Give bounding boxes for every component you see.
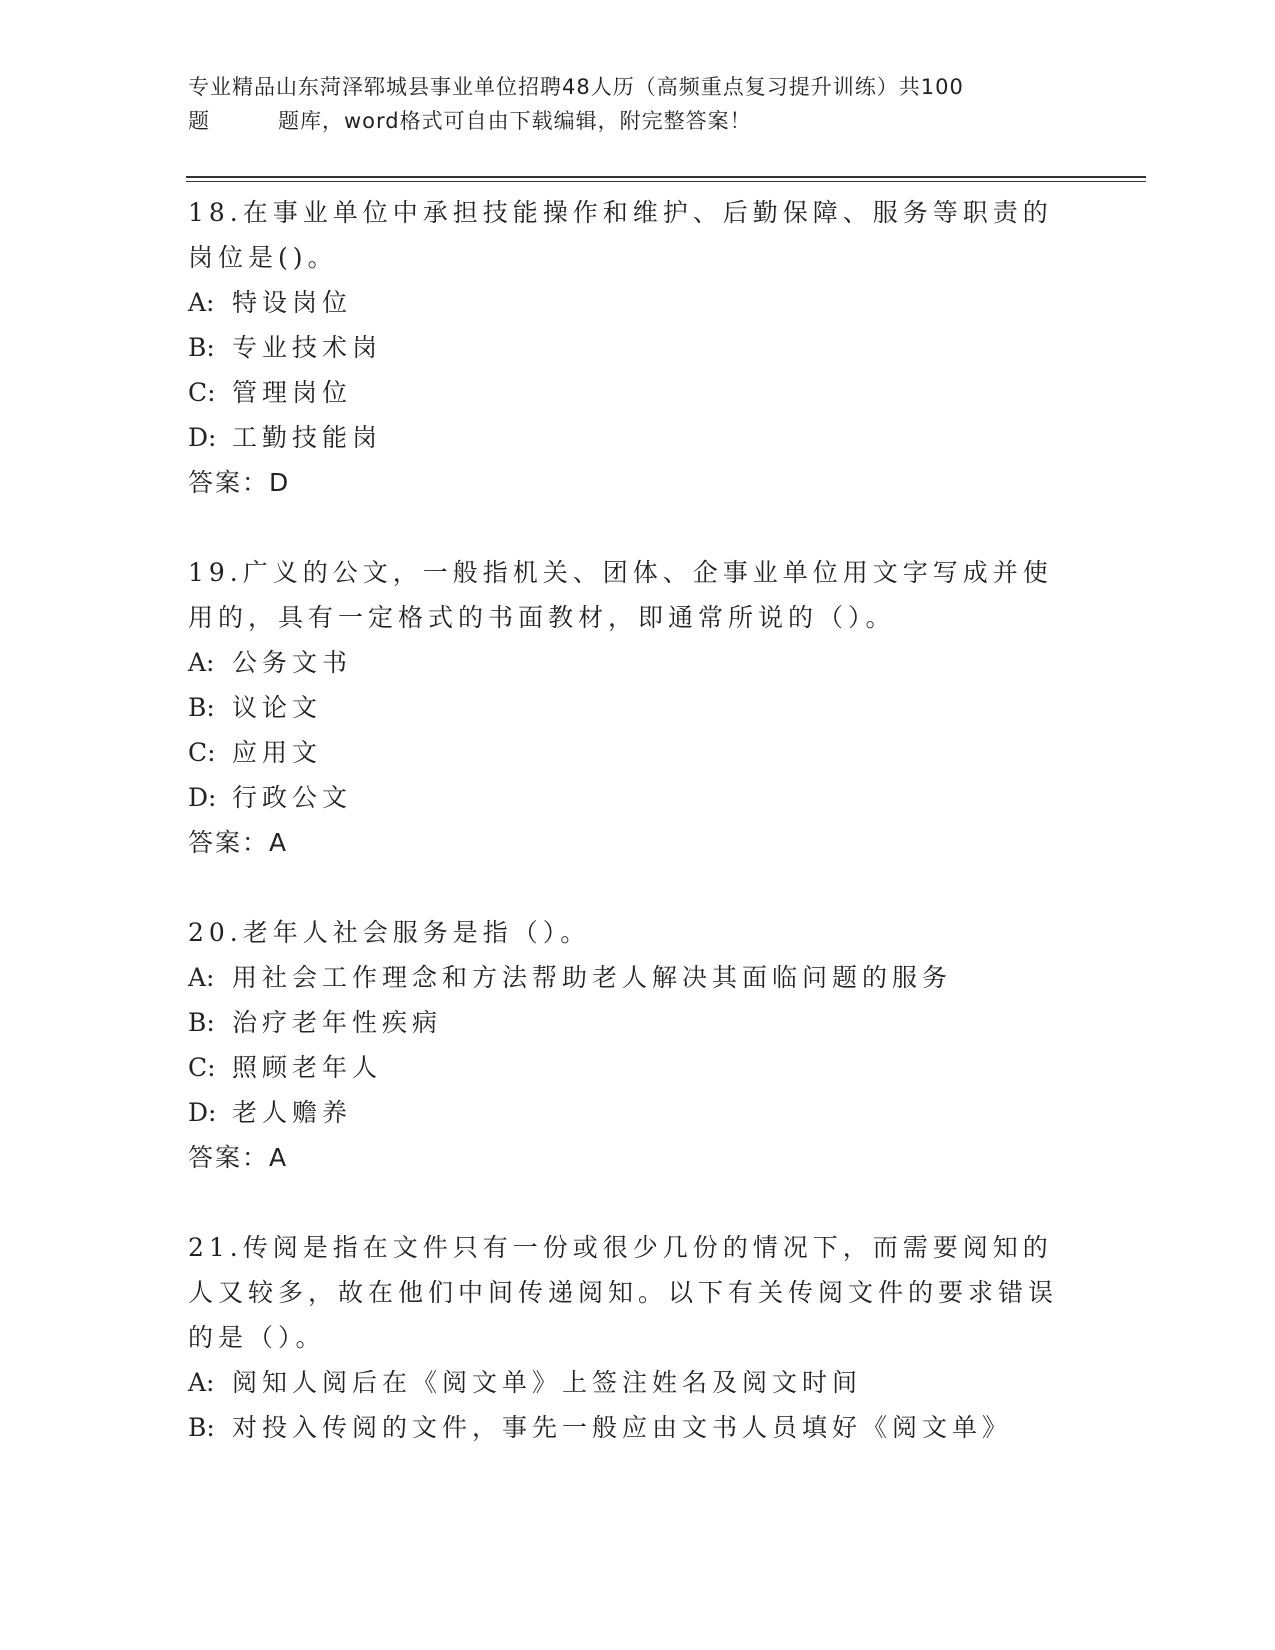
option-text: 公务文书 <box>232 648 353 677</box>
option-key: B: <box>188 1413 215 1442</box>
option-key: D: <box>188 783 217 812</box>
option-key: C: <box>188 1053 216 1082</box>
header-title-line2-left: 题 <box>188 109 210 133</box>
option-text: 专业技术岗 <box>232 333 383 362</box>
option-c <box>188 1045 1088 1090</box>
question-20 <box>188 910 1088 1180</box>
option-c <box>188 370 1088 415</box>
question-list <box>188 190 1088 1495</box>
option-key: A: <box>188 648 215 677</box>
question-19 <box>188 550 1088 865</box>
option-text: 治疗老年性疾病 <box>232 1008 443 1037</box>
option-a <box>188 955 1088 1000</box>
option-key: B: <box>188 333 215 362</box>
question-21 <box>188 1225 1088 1450</box>
header-title-line1: 专业精品山东菏泽郓城县事业单位招聘48人历（高频重点复习提升训练）共100 <box>188 75 964 99</box>
option-a <box>188 1360 1088 1405</box>
option-text: 老人赡养 <box>232 1098 353 1127</box>
question-stem: 18.在事业单位中承担技能操作和维护、后勤保障、服务等职责的岗位是()。 <box>188 198 1053 272</box>
option-text: 对投入传阅的文件，事先一般应由文书人员填好《阅文单》 <box>232 1413 1013 1442</box>
question-stem: 20.老年人社会服务是指（）。 <box>188 918 591 947</box>
option-key: D: <box>188 423 217 452</box>
option-key: C: <box>188 378 216 407</box>
option-b <box>188 1405 1088 1450</box>
option-text: 议论文 <box>232 693 323 722</box>
option-a <box>188 280 1088 325</box>
option-text: 管理岗位 <box>232 378 353 407</box>
option-key: B: <box>188 1008 215 1037</box>
option-key: A: <box>188 1368 215 1397</box>
option-key: D: <box>188 1098 217 1127</box>
header-divider-thick <box>186 176 1146 178</box>
option-d <box>188 1090 1088 1135</box>
header-title-line2 <box>188 104 1068 138</box>
option-d <box>188 775 1088 820</box>
answer-line: 答案：A <box>188 1143 289 1172</box>
option-text: 用社会工作理念和方法帮助老人解决其面临问题的服务 <box>232 963 953 992</box>
option-key: B: <box>188 693 215 722</box>
option-b <box>188 325 1088 370</box>
header-divider-thin <box>186 181 1146 182</box>
option-c <box>188 730 1088 775</box>
option-text: 行政公文 <box>232 783 353 812</box>
option-b <box>188 685 1088 730</box>
option-text: 工勤技能岗 <box>232 423 383 452</box>
option-d <box>188 415 1088 460</box>
option-key: A: <box>188 963 215 992</box>
question-18 <box>188 190 1088 505</box>
option-key: C: <box>188 738 216 767</box>
option-key: A: <box>188 288 215 317</box>
answer-line: 答案：D <box>188 468 291 497</box>
option-text: 应用文 <box>232 738 323 767</box>
option-a <box>188 640 1088 685</box>
option-text: 特设岗位 <box>232 288 353 317</box>
question-stem: 19.广义的公文，一般指机关、团体、企事业单位用文字写成并使用的，具有一定格式的书面教材，即通常所说的（）。 <box>188 558 1053 632</box>
document-header <box>188 70 1068 138</box>
question-stem: 21.传阅是指在文件只有一份或很少几份的情况下，而需要阅知的人又较多，故在他们中间传递阅知。以下有关传阅文件的要求错误的是（）。 <box>188 1233 1059 1352</box>
option-text: 照顾老年人 <box>232 1053 383 1082</box>
header-title-line2-right: 题库，word格式可自由下载编辑，附完整答案！ <box>278 109 752 133</box>
option-text: 阅知人阅后在《阅文单》上签注姓名及阅文时间 <box>232 1368 863 1397</box>
answer-line: 答案：A <box>188 828 289 857</box>
option-b <box>188 1000 1088 1045</box>
